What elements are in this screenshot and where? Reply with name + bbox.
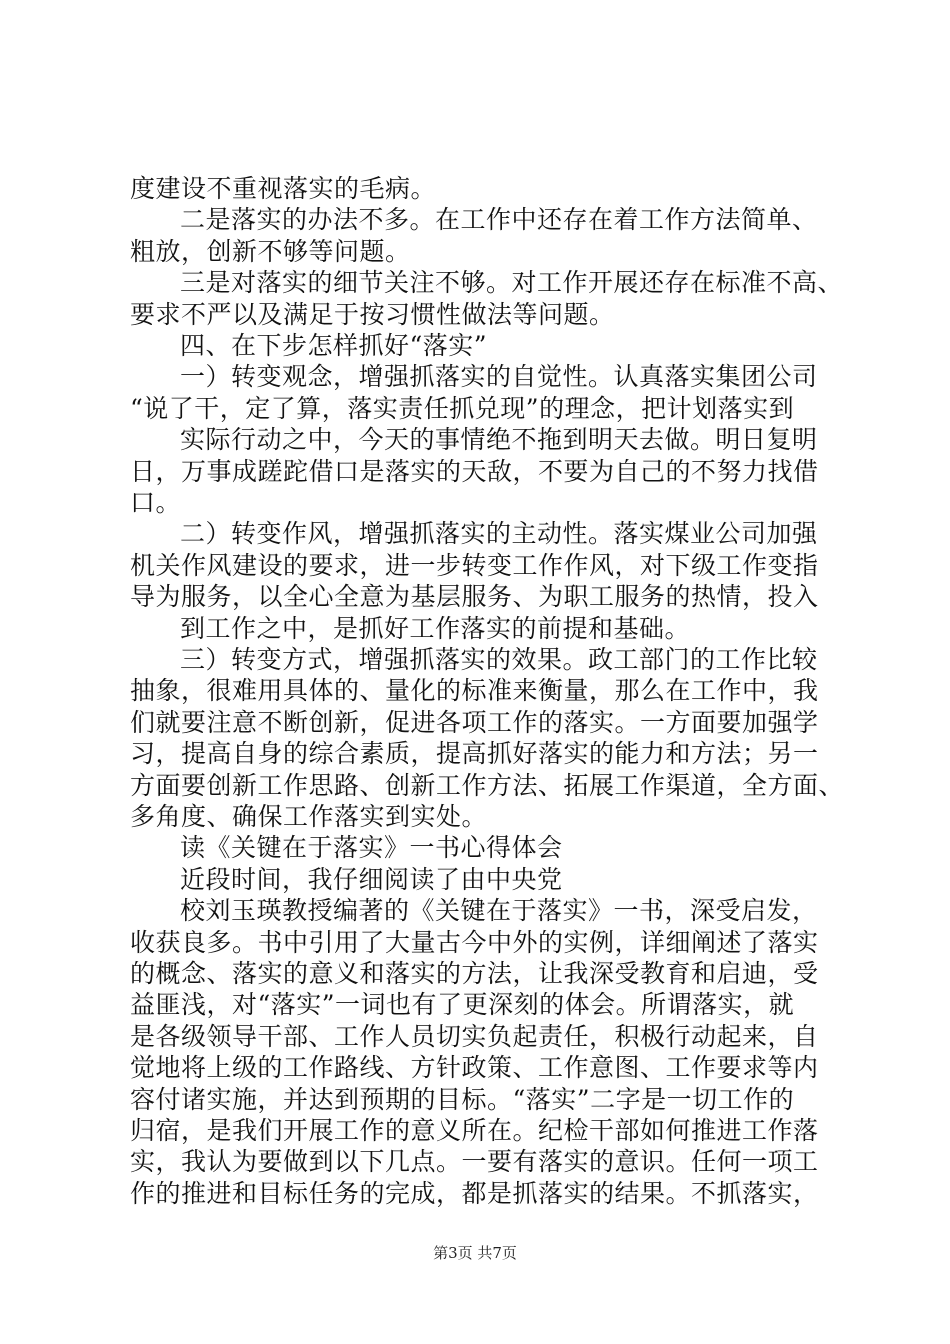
text-line: 日，万事成蹉跎借口是落实的天敌，不要为自己的不努力找借 [130,456,819,486]
text-line: 多角度、确保工作落实到实处。 [130,802,488,831]
text-line: 导为服务，以全心全意为基层服务、为职工服务的热情，投入 [130,582,819,612]
text-line: 抽象，很难用具体的、量化的标准来衡量，那么在工作中，我 [130,676,819,706]
text-line: 度建设不重视落实的毛病。 [130,174,437,203]
section-title: 读《关键在于落实》一书心得体会 [180,833,563,863]
text-line: 校刘玉瑛教授编著的《关键在于落实》一书，深受启发， [180,896,818,926]
text-line: 们就要注意不断创新，促进各项工作的落实。一方面要加强学 [130,707,819,737]
text-line: 收获良多。书中引用了大量古今中外的实例，详细阐述了落实 [130,927,819,957]
text-line: 近段时间，我仔细阅读了由中央党 [180,864,563,894]
text-line: 机关作风建设的要求，进一步转变工作作风，对下级工作变指 [130,550,819,580]
page-number-footer: 第3页 共7页 [433,1244,517,1262]
text-line: 容付诸实施，并达到预期的目标。“落实”二字是一切工作的 [130,1084,795,1114]
text-line: 一）转变观念，增强抓落实的自觉性。认真落实集团公司 [180,362,818,392]
text-line: 作的推进和目标任务的完成，都是抓落实的结果。不抓落实， [130,1178,819,1208]
text-line: “说了干，定了算，落实责任抓兑现”的理念，把计划落实到 [130,393,795,423]
text-line: 二是落实的办法不多。在工作中还存在着工作方法简单、 [180,205,818,235]
text-line: 觉地将上级的工作路线、方针政策、工作意图、工作要求等内 [130,1053,819,1083]
text-line: 三）转变方式，增强抓落实的效果。政工部门的工作比较 [180,645,818,674]
text-line: 益匪浅，对“落实”一词也有了更深刻的体会。所谓落实，就 [130,990,795,1020]
text-line: 方面要创新工作思路、创新工作方法、拓展工作渠道，全方面、 [130,770,845,800]
text-line: 到工作之中，是抓好工作落实的前提和基础。 [180,613,691,643]
text-line: 四、在下步怎样抓好“落实” [180,331,488,360]
text-line: 要求不严以及满足于按习惯性做法等问题。 [130,299,615,329]
text-line: 实，我认为要做到以下几点。一要有落实的意识。任何一项工 [130,1147,819,1177]
text-line: 是各级领导干部、工作人员切实负起责任，积极行动起来，自 [130,1021,819,1051]
text-line: 实际行动之中，今天的事情绝不拖到明天去做。明日复明 [180,425,818,455]
text-line: 习，提高自身的综合素质，提高抓好落实的能力和方法；另一 [130,739,819,769]
text-line: 的概念、落实的意义和落实的方法，让我深受教育和启迪，受 [130,959,819,988]
text-line: 粗放，创新不够等问题。 [130,236,411,266]
text-line: 三是对落实的细节关注不够。对工作开展还存在标准不高、 [180,268,844,298]
text-line: 归宿，是我们开展工作的意义所在。纪检干部如何推进工作落 [130,1116,819,1145]
text-line: 口。 [130,488,182,517]
text-line: 二）转变作风，增强抓落实的主动性。落实煤业公司加强 [180,519,818,549]
